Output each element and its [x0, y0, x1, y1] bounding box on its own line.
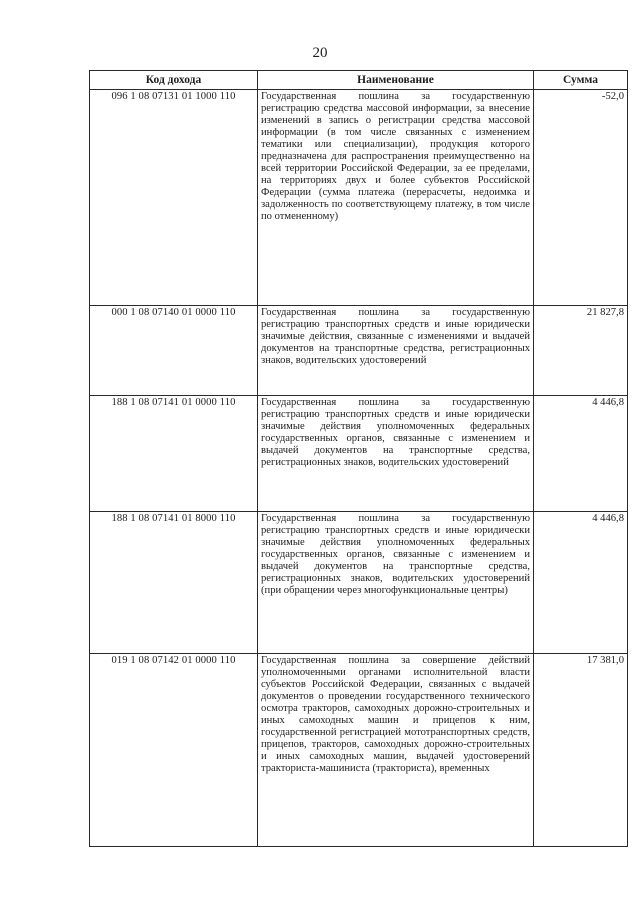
revenue-name-cell: Государственная пошлина за государственную регистрацию транспортных средств и иные юридически значимые действия, связанные с изменениями и выдачей документов на транспортные средства, регистрационных знаков, водительских удостоверений	[258, 306, 534, 396]
table-row	[90, 654, 628, 847]
table-row	[90, 90, 628, 306]
revenue-code-cell: 000 1 08 07140 01 0000 110	[90, 306, 258, 396]
table-row	[90, 512, 628, 654]
revenue-name-cell: Государственная пошлина за совершение действий уполномоченными органами исполнительной власти субъектов Российской Федерации, связанных с выдачей документов о проведении государственного технического осмотра тракторов, самоходных дорожно-строительных и иных самоходных машин и прицепов к ним, государственной регистрацией мототранспортных средств, прицепов, тракторов, самоходных дорожно-строительных и иных самоходных машин, выдачей удостоверений тракториста-машиниста (тракториста), временных	[258, 654, 534, 847]
revenue-code-cell: 019 1 08 07142 01 0000 110	[90, 654, 258, 847]
table-row	[90, 306, 628, 396]
column-header-name: Наименование	[258, 71, 534, 90]
revenue-table	[89, 70, 628, 847]
revenue-sum-cell: 4 446,8	[534, 396, 628, 512]
column-header-code: Код дохода	[90, 71, 258, 90]
revenue-sum-cell: 4 446,8	[534, 512, 628, 654]
revenue-name-cell: Государственная пошлина за государственную регистрацию транспортных средств и иные юридически значимые действия уполномоченных федеральных государственных органов, связанные с изменением и выдачей документов на транспортные средства, регистрационных знаков, водительских удостоверений	[258, 396, 534, 512]
revenue-name-cell: Государственная пошлина за государственную регистрацию транспортных средств и иные юридически значимые действия уполномоченных федеральных государственных органов, связанные с изменением и выдачей документов на транспортные средства, регистрационных знаков, водительских удостоверений (при обращении через многофункциональные центры)	[258, 512, 534, 654]
page-number: 20	[312, 45, 328, 61]
revenue-code-cell: 096 1 08 07131 01 1000 110	[90, 90, 258, 306]
table-header-row	[90, 71, 628, 90]
column-header-sum: Сумма	[534, 71, 628, 90]
revenue-sum-cell: -52,0	[534, 90, 628, 306]
table-row	[90, 396, 628, 512]
revenue-code-cell: 188 1 08 07141 01 0000 110	[90, 396, 258, 512]
revenue-sum-cell: 21 827,8	[534, 306, 628, 396]
revenue-name-cell: Государственная пошлина за государственную регистрацию средства массовой информации, за внесение изменений в запись о регистрации средства массовой информации (в том числе связанных с изменением тематики или специализации), продукция которого предназначена для распространения преимущественно на всей территории Российской Федерации, за ее пределами, на территориях двух и более субъектов Российской Федерации (сумма платежа (перерасчеты, недоимка и задолженность по соответствующему платежу, в том числе по отмененному)	[258, 90, 534, 306]
revenue-sum-cell: 17 381,0	[534, 654, 628, 847]
revenue-code-cell: 188 1 08 07141 01 8000 110	[90, 512, 258, 654]
